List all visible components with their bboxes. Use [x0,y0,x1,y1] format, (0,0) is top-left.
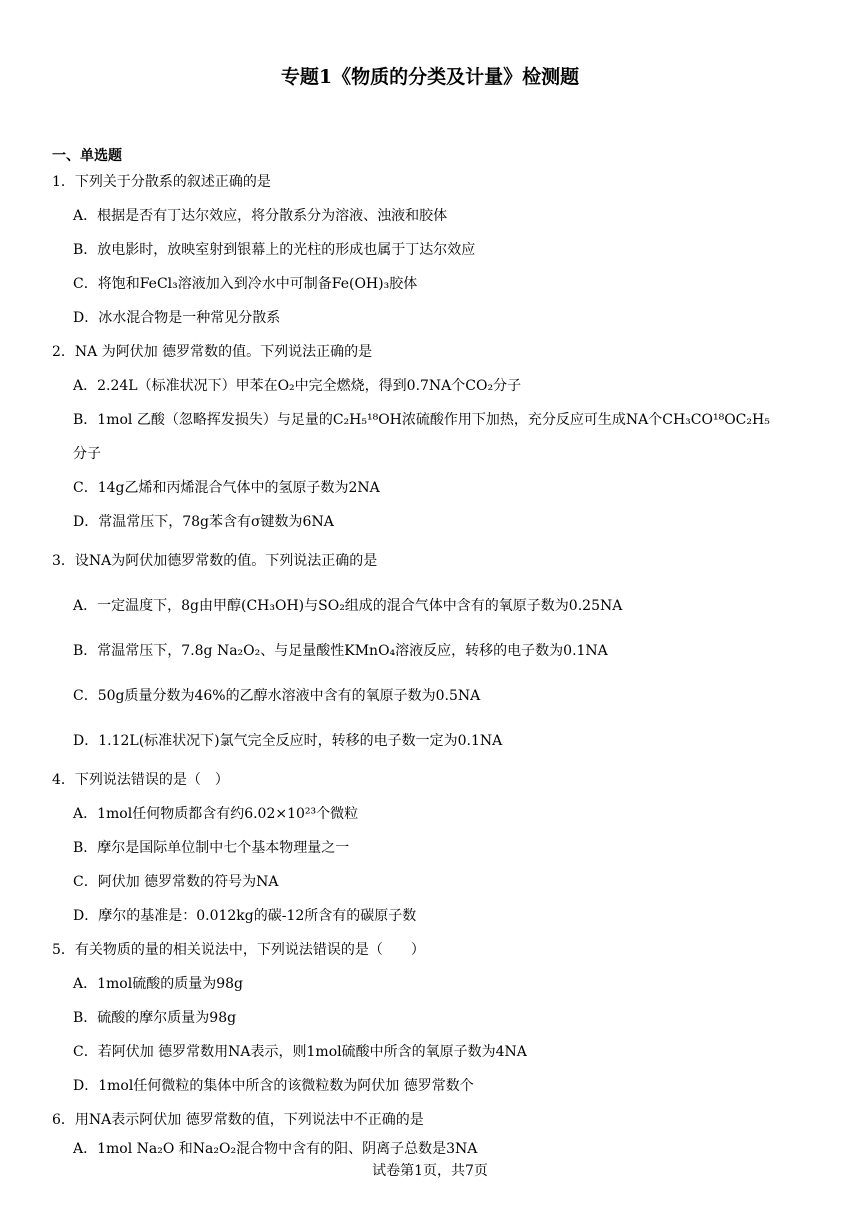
question-3-option-d: D．1.12L(标准状况下)氯气完全反应时，转移的电子数一定为0.1NA [73,733,503,749]
question-4-option-b: B．摩尔是国际单位制中七个基本物理量之一 [73,840,350,856]
section-heading: 一、单选题 [52,148,122,164]
question-3-option-b: B．常温常压下，7.8g Na₂O₂、与足量酸性KMnO₄溶液反应，转移的电子数为0.1NA [73,643,608,659]
question-2-option-d: D．常温常压下，78g苯含有σ键数为6NA [73,514,334,530]
question-4-option-a: A．1mol任何物质都含有约6.02×10²³个微粒 [73,806,359,822]
question-5-option-c: C．若阿伏加 德罗常数用NA表示，则1mol硫酸中所含的氧原子数为4NA [73,1044,527,1060]
question-2-stem: 2．NA 为阿伏加 德罗常数的值。下列说法正确的是 [52,344,373,360]
question-3-stem: 3．设NA为阿伏加德罗常数的值。下列说法正确的是 [52,553,378,569]
question-6-option-a: A．1mol Na₂O 和Na₂O₂混合物中含有的阳、阴离子总数是3NA [73,1141,478,1157]
question-2-option-c: C．14g乙烯和丙烯混合气体中的氢原子数为2NA [73,480,380,496]
question-5-option-b: B．硫酸的摩尔质量为98g [73,1010,237,1026]
question-5-stem: 5．有关物质的量的相关说法中，下列说法错误的是（ ） [52,942,425,958]
question-1-option-d: D．冰水混合物是一种常见分散系 [73,310,281,326]
question-4-option-d: D．摩尔的基准是：0.012kg的碳-12所含有的碳原子数 [73,908,417,924]
question-2-option-b: B．1mol 乙酸（忽略挥发损失）与足量的C₂H₅¹⁸OH浓硫酸作用下加热，充分反应可生成NA个CH₃CO¹⁸OC₂H₅ [73,412,770,428]
question-1-option-a: A．根据是否有丁达尔效应，将分散系分为溶液、浊液和胶体 [73,208,448,224]
question-5-option-a: A．1mol硫酸的质量为98g [73,976,243,992]
question-2-option-b-continuation: 分子 [73,446,101,462]
question-4-stem: 4．下列说法错误的是（ ） [52,772,229,788]
question-5-option-d: D．1mol任何微粒的集体中所含的该微粒数为阿伏加 德罗常数个 [73,1078,474,1094]
question-1-option-b: B．放电影时，放映室射到银幕上的光柱的形成也属于丁达尔效应 [73,242,476,258]
question-4-option-c: C．阿伏加 德罗常数的符号为NA [73,874,279,890]
question-3-option-a: A．一定温度下，8g由甲醇(CH₃OH)与SO₂组成的混合气体中含有的氧原子数为0.25NA [73,598,623,614]
question-1-option-c: C．将饱和FeCl₃溶液加入到冷水中可制备Fe(OH)₃胶体 [73,276,418,292]
question-3-option-c: C．50g质量分数为46%的乙醇水溶液中含有的氧原子数为0.5NA [73,688,481,704]
page-title: 专题1《物质的分类及计量》检测题 [280,66,580,88]
question-2-option-a: A．2.24L（标准状况下）甲苯在O₂中完全燃烧，得到0.7NA个CO₂分子 [73,378,522,394]
page-footer: 试卷第1页，共7页 [372,1163,488,1179]
question-1-stem: 1．下列关于分散系的叙述正确的是 [52,174,271,190]
question-6-stem: 6．用NA表示阿伏加 德罗常数的值，下列说法中不正确的是 [52,1112,424,1128]
